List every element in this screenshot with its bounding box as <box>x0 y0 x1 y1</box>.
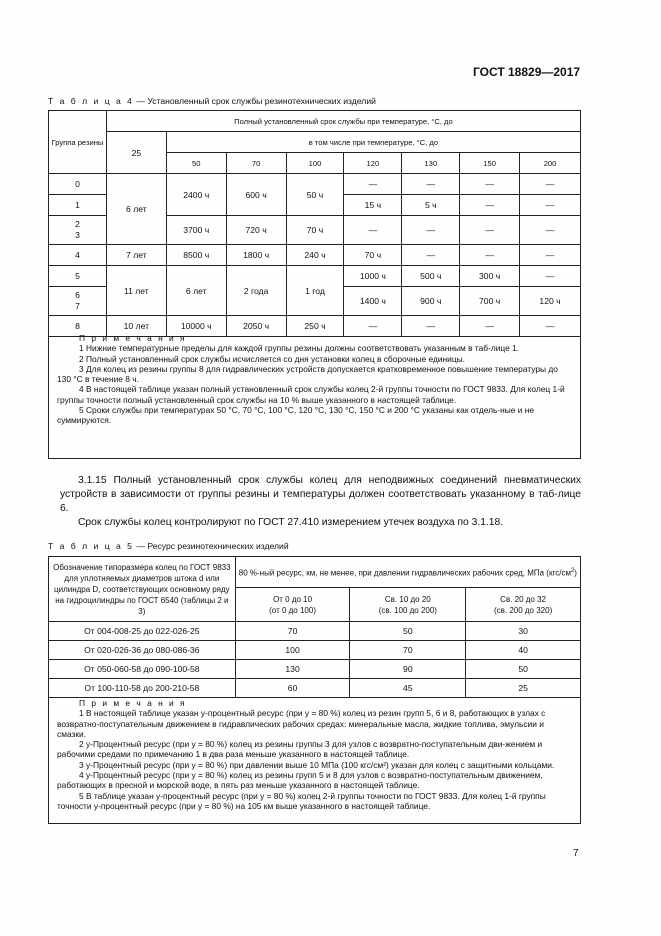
table4-cell: 1400 ч <box>344 287 402 316</box>
table4-cell: — <box>520 266 581 287</box>
pressure-range: Св. 10 до 20 <box>384 594 431 604</box>
table4-cell: 900 ч <box>402 287 460 316</box>
table4-cell: — <box>460 316 520 337</box>
table4-cell: 6 лет <box>106 174 166 245</box>
note-item: 1 В настоящей таблице указан у-процентный ресурс (при у = 80 %) колец из резин групп 5, 6 и 8, работающих в узлах с возвратно-поступательным движением в гидравлических рабочих средах: минеральные масла, жидкие топлива, эмульсии и смазки. <box>57 708 546 739</box>
table4-cell: 700 ч <box>460 287 520 316</box>
table4-cell: 120 ч <box>520 287 581 316</box>
table4-cell: 10000 ч <box>166 316 226 337</box>
table5-title: — Ресурс резинотехнических изделий <box>133 541 289 551</box>
notes-heading: П р и м е ч а н и я <box>79 333 187 343</box>
table5-cell: 50 <box>466 660 581 679</box>
table4-group-cell: 2 3 <box>49 216 107 245</box>
note-item: 4 В настоящей таблице указан полный установленный срок службы колец 2-й группы точности по ГОСТ 9833. Для колец 1-й группы точности полный установленный срок службы на 10 % выше указанного в настоящей таблице. <box>57 384 565 405</box>
table4-header-incl: в том числе при температуре, °С, до <box>166 132 580 153</box>
note-item: 3 у-Процентный ресурс (при у = 80 %) при давлении выше 10 МПа (100 кгс/см²) указан для колец с защитными кольцами. <box>79 759 555 770</box>
table5-notes <box>48 696 581 824</box>
table4-group-cell: 4 <box>49 245 107 266</box>
note-item: 2 Полный установленный срок службы исчисляется со дня установки колец в сборочные единицы. <box>79 353 465 364</box>
table4-cell: — <box>460 216 520 245</box>
table5-header-pressure <box>350 588 466 622</box>
table4-cell: 2050 ч <box>226 316 286 337</box>
table4-cell: 70 ч <box>286 216 344 245</box>
table4-temp: 130 <box>402 153 460 174</box>
table4-cell: 7 лет <box>106 245 166 266</box>
table4-cell: 2400 ч <box>166 174 226 216</box>
table4-label: Т а б л и ц а 4 <box>48 96 134 106</box>
table5-cell: 130 <box>235 660 350 679</box>
table4-cell: 70 ч <box>344 245 402 266</box>
table4-cell: — <box>402 245 460 266</box>
table4-temp: 120 <box>344 153 402 174</box>
table4-notes <box>48 331 581 459</box>
table4-cell: — <box>460 245 520 266</box>
table4-cell: — <box>344 216 402 245</box>
table4-cell: 720 ч <box>226 216 286 245</box>
table4-cell: 600 ч <box>226 174 286 216</box>
table4-cell: — <box>520 216 581 245</box>
table4-cell: — <box>460 195 520 216</box>
table4-temp: 200 <box>520 153 581 174</box>
table4-cell: — <box>520 245 581 266</box>
table-row <box>49 679 581 698</box>
page-number: 7 <box>573 848 579 859</box>
note-item: 5 Сроки службы при температурах 50 °С, 70 °С, 100 °С, 120 °С, 130 °С, 150 °С и 200 °С указаны как отдель-ные и не суммируются. <box>57 405 535 426</box>
table4-group-cell: 8 <box>49 316 107 337</box>
table4-cell: 250 ч <box>286 316 344 337</box>
note-item: 2 у-Процентный ресурс (при у = 80 %) колец из резины группы 3 для узлов с возвратно-поступательным дви-жением и рабочими средами по примечанию 1 в два раза меньше указанного в настоящей таблице. <box>57 739 543 760</box>
table4-cell: 500 ч <box>402 266 460 287</box>
note-item: 3 Для колец из резины группы 8 для гидравлических устройств допускается кратковременное повышение температуры до 130 °С в течение 8 ч. <box>57 363 558 385</box>
table5-cell: 40 <box>466 641 581 660</box>
table5-cell: 100 <box>235 641 350 660</box>
table5-cell: 70 <box>350 641 466 660</box>
table5-cell: От 020-026-36 до 080-086-36 <box>49 641 236 660</box>
table4-cell: 240 ч <box>286 245 344 266</box>
note-item: 4 у-Процентный ресурс (при у = 80 %) колец из резины групп 5 и 8 для узлов с возвратно-поступательным движением, работающих в пресной и морской воде, в пять раз меньше указанного в настоящей таблице. <box>57 770 543 791</box>
paragraph-3-1-15: 3.1.15 Полный установленный срок службы колец для неподвижных соединений пневматических устройств в зависимости от группы резины и температуры должен соответствовать указанному в таб-лице 6. <box>60 475 581 514</box>
table4-cell: 1 год <box>286 266 344 316</box>
table5-caption <box>48 541 289 551</box>
table4-cell: 15 ч <box>344 195 402 216</box>
table5-cell: От 004-008-25 до 022-026-25 <box>49 622 236 641</box>
note-item: 5 В таблице указан у-процентный ресурс (при у = 80 %) колец 2-й группы точности по ГОСТ 9833. Для колец 1-й группы точности у-процентный ресурс (при у = 80 %) на 105 км выше указанного в настоящей таблице. <box>57 790 546 811</box>
table4-header-group: Группа резины <box>49 111 107 174</box>
table5-header-resource: 80 %-ный ресурс, км, не менее, при давлении гидравлических рабочих сред, МПа $(кгс/см^2)$ <box>235 557 580 588</box>
table4-cell: — <box>402 216 460 245</box>
pressure-range-kgf: (св. 100 до 200) <box>378 605 437 615</box>
pressure-range-kgf: (св. 200 до 320) <box>493 605 553 615</box>
table4-temp: 150 <box>460 153 520 174</box>
table5-cell: 30 <box>466 622 581 641</box>
table4-cell: 1000 ч <box>344 266 402 287</box>
table4-cell: 6 лет <box>166 266 226 316</box>
table5-cell: 90 <box>350 660 466 679</box>
pressure-range: Св. 20 до 32 <box>500 594 547 604</box>
table5-cell: От 100-110-58 до 200-210-58 <box>49 679 236 698</box>
pressure-range: От 0 до 10 <box>273 594 313 604</box>
table4-group-cell: 0 <box>49 174 107 195</box>
table4 <box>48 110 581 337</box>
table4-cell: — <box>520 174 581 195</box>
table4-cell: 300 ч <box>460 266 520 287</box>
table4-cell: — <box>344 316 402 337</box>
table4-header-25: 25 <box>106 132 166 174</box>
table4-header-full: Полный установленный срок службы при температуре, °С, до <box>106 111 580 132</box>
table4-group-cell: 1 <box>49 195 107 216</box>
table-row <box>49 622 581 641</box>
table4-cell: — <box>402 316 460 337</box>
table4-temp: 70 <box>226 153 286 174</box>
standard-number: ГОСТ 18829—2017 <box>473 65 581 79</box>
table4-cell: 3700 ч <box>166 216 226 245</box>
table5-cell: От 050-060-58 до 090-100-58 <box>49 660 236 679</box>
table4-group-cell: 5 <box>49 266 107 287</box>
table4-cell: 11 лет <box>106 266 166 316</box>
table4-temp: 100 <box>286 153 344 174</box>
table-row <box>49 660 581 679</box>
table4-cell: — <box>520 195 581 216</box>
table5-header-designation: Обозначение типоразмера колец по ГОСТ 9833 для уплотняемых диаметров штока d или цилиндра D, соответствующих основному ряду на гидроцилиндры по ГОСТ 6540 (таблицы 2 и 3) <box>49 557 236 622</box>
notes-heading: П р и м е ч а н и я <box>79 698 187 708</box>
table4-cell: — <box>402 174 460 195</box>
table4-cell: 8500 ч <box>166 245 226 266</box>
table-row <box>49 641 581 660</box>
table4-caption <box>48 96 376 106</box>
table4-cell: — <box>460 174 520 195</box>
table4-cell: — <box>344 174 402 195</box>
table5-cell: 50 <box>350 622 466 641</box>
table4-title: — Установленный срок службы резинотехнических изделий <box>133 96 376 106</box>
table4-cell: 2 года <box>226 266 286 316</box>
table5 <box>48 556 581 698</box>
table5-cell: 60 <box>235 679 350 698</box>
pressure-range-kgf: (от 0 до 100) <box>269 605 316 615</box>
table4-cell: 5 ч <box>402 195 460 216</box>
table5-cell: 45 <box>350 679 466 698</box>
table5-cell: 25 <box>466 679 581 698</box>
table4-group-cell: 6 7 <box>49 287 107 316</box>
table5-header-pressure <box>466 588 581 622</box>
table4-cell: 1800 ч <box>226 245 286 266</box>
table4-temp: 50 <box>166 153 226 174</box>
table4-cell: 50 ч <box>286 174 344 216</box>
table5-cell: 70 <box>235 622 350 641</box>
table4-cell: 10 лет <box>106 316 166 337</box>
note-item: 1 Нижние температурные пределы для каждой группы резины должны соответствовать указанным в таб-лице 1. <box>79 343 520 354</box>
table4-cell: — <box>520 316 581 337</box>
paragraph-control: Срок службы колец контролируют по ГОСТ 27.410 измерением утечек воздуха по 3.1.18. <box>78 517 504 528</box>
table5-header-pressure <box>235 588 350 622</box>
table5-label: Т а б л и ц а 5 <box>48 541 134 551</box>
